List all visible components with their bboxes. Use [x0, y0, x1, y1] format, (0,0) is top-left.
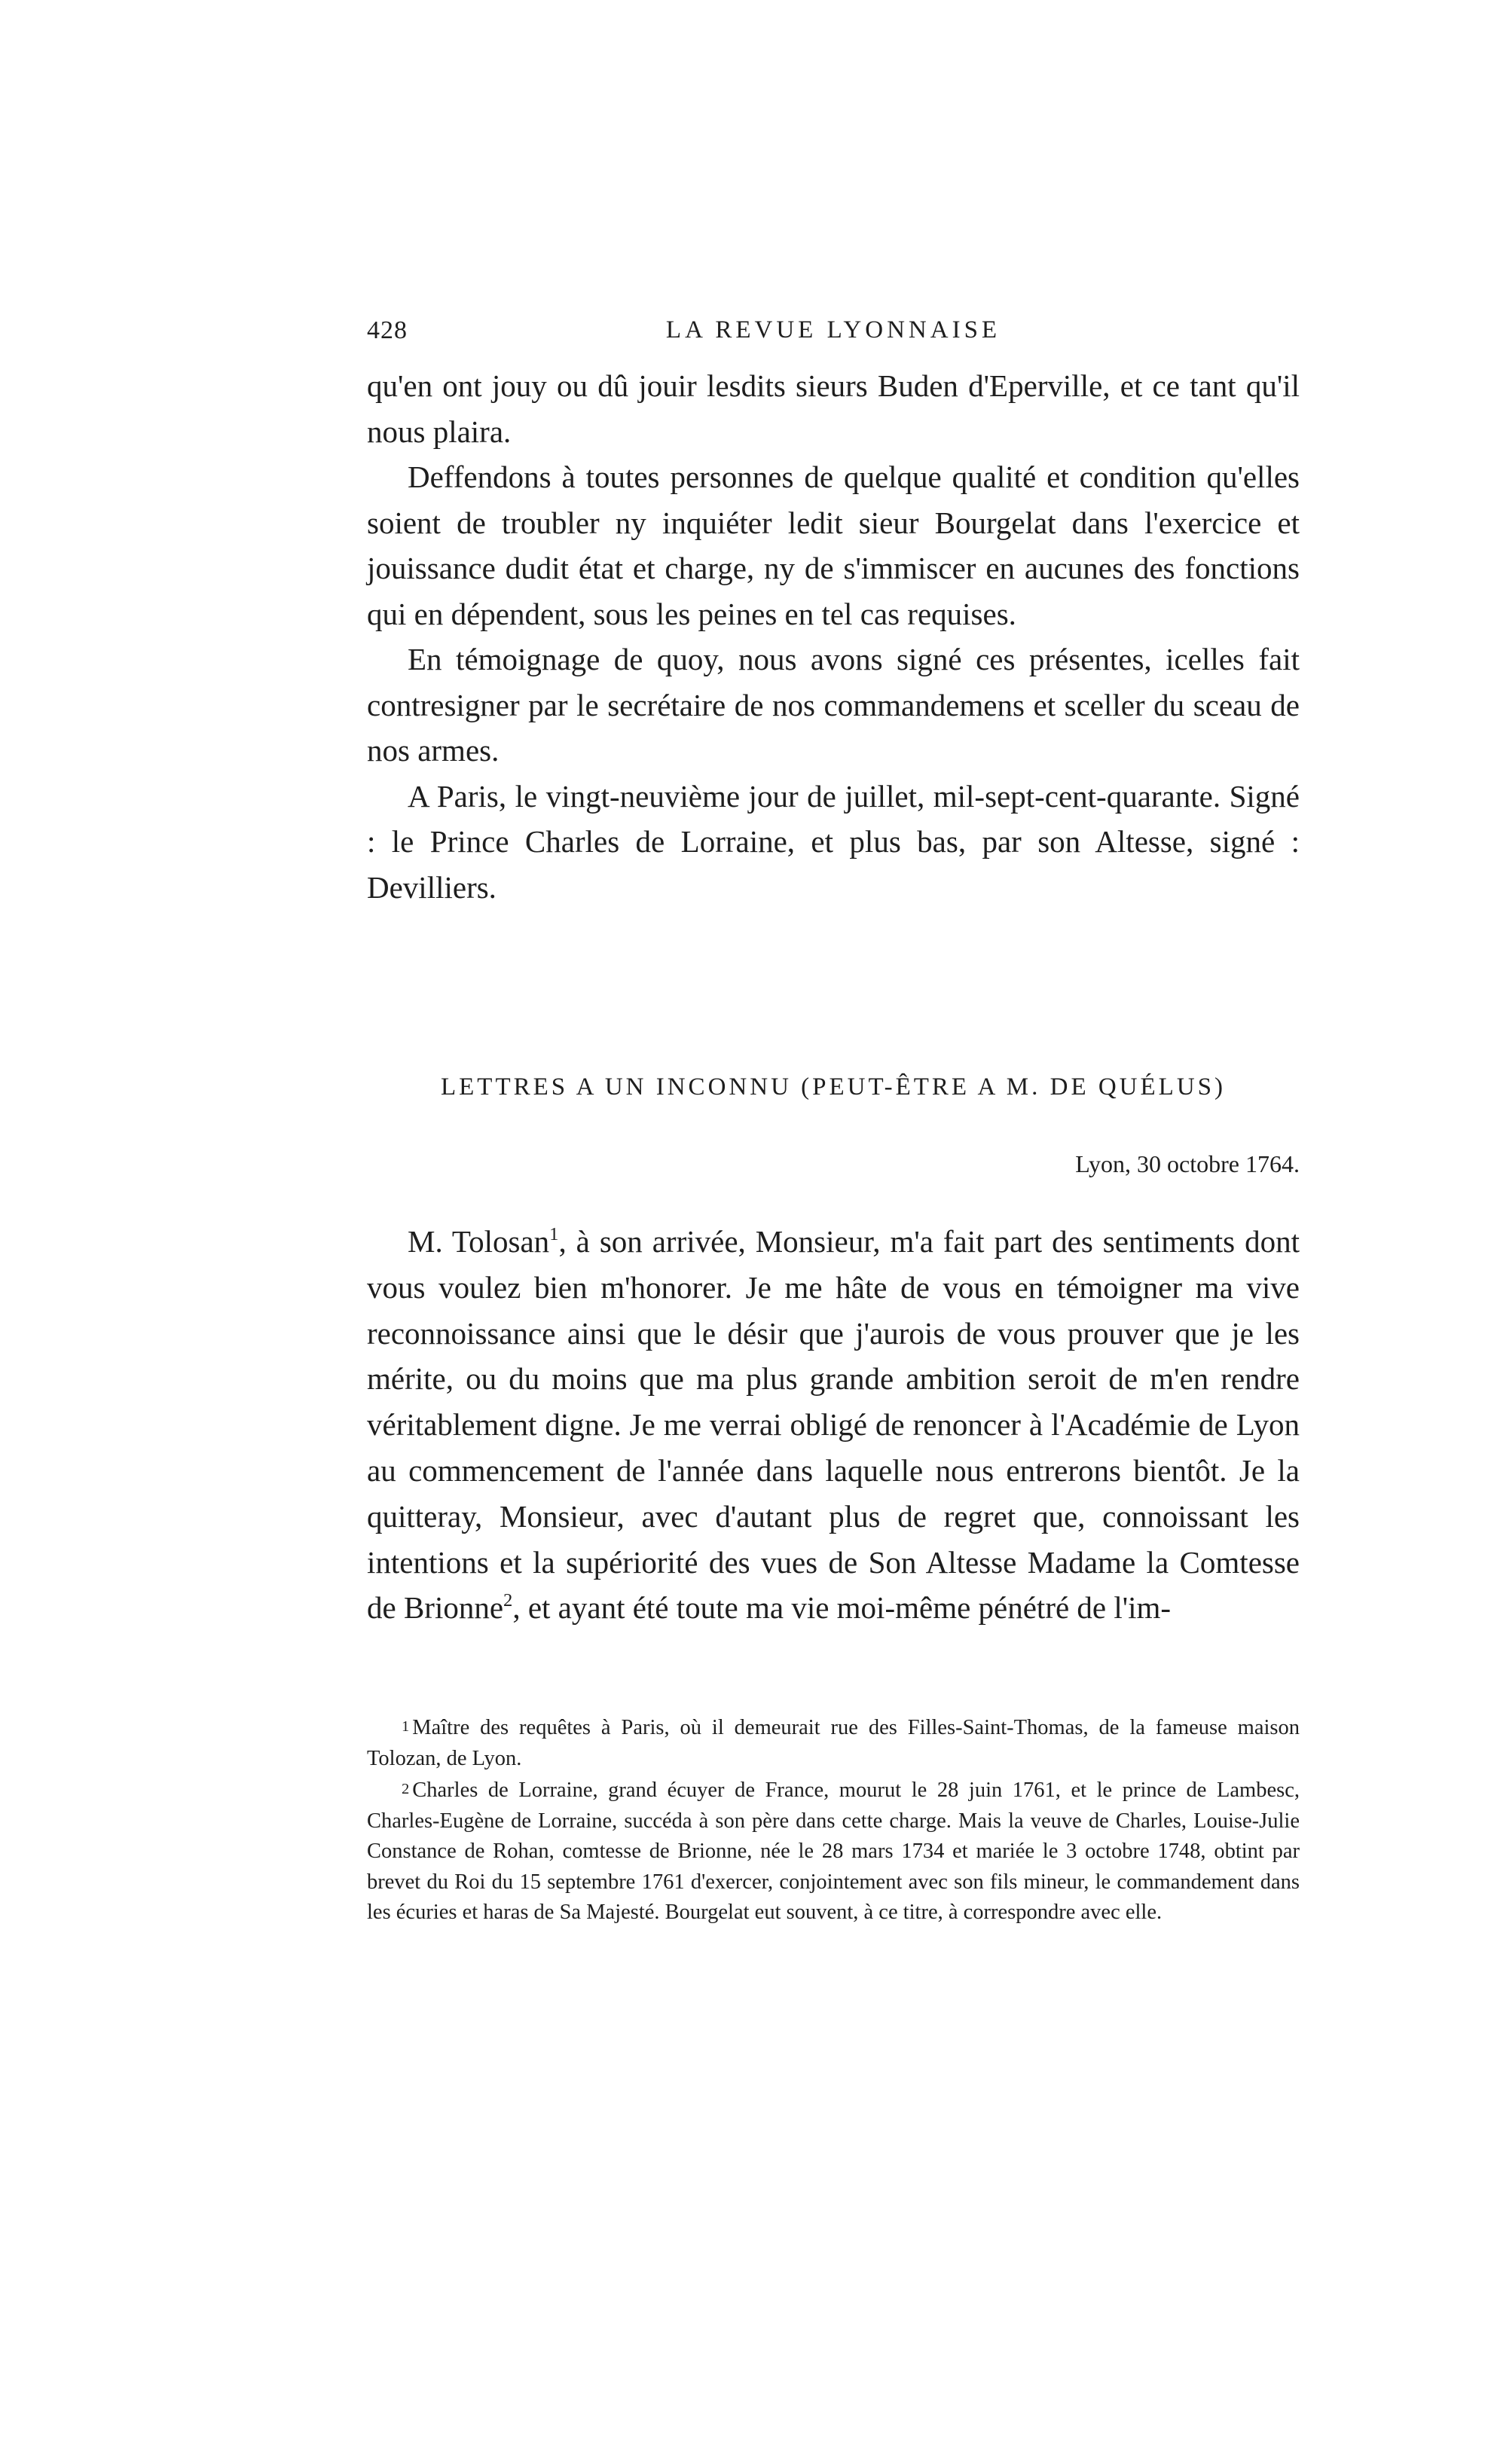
section-title: LETTRES A UN INCONNU (PEUT-ÊTRE A M. DE QUÉLUS)	[440, 1073, 1227, 1101]
footnote-text: Maître des requêtes à Paris, où il demeurait rue des Filles-Saint-Thomas, de la fameuse maison Tolozan, de Lyon.	[367, 1716, 1300, 1770]
footnote-reference: 2	[503, 1590, 513, 1611]
letter-text-part: M. Tolosan	[408, 1224, 550, 1259]
paragraph: En témoignage de quoy, nous avons signé ces présentes, icelles fait contresigner par le secrétaire de nos commandemens et sceller du sceau de nos armes.	[367, 642, 1300, 768]
body-text	[367, 363, 1300, 910]
footnote-text: Charles de Lorraine, grand écuyer de France, mourut le 28 juin 1761, et le prince de Lambesc, Charles-Eugène de Lorraine, succéda à son père dans cette charge. Mais la veuve de Charles, Louise-Julie Constance de Rohan, comtesse de Brionne, née le 28 mars 1734 et mariée le 3 octobre 1748, obtint par brevet du Roi du 15 septembre 1761 d'exercer, conjointement avec son fils mineur, le commandement dans les écuries et haras de Sa Majesté. Bourgelat eut souvent, à ce titre, à correspondre avec elle.	[367, 1779, 1300, 1925]
footnote	[367, 1711, 1300, 1774]
paragraph: qu'en ont jouy ou dû jouir lesdits sieurs Buden d'Eperville, et ce tant qu'il nous plaira.	[367, 368, 1300, 449]
letter-text-part: , à son arrivée, Monsieur, m'a fait part des sentiments dont vous voulez bien m'honorer. Je me hâte de vous en témoigner ma vive reconnoissance ainsi que le désir que j'aurois de vous prouver que je les mérite, ou du moins que ma plus grande ambition seroit de m'en rendre véritablement digne. Je me verrai obligé de renoncer à l'Académie de Lyon au commencement de l'année dans laquelle nous entrerons bientôt. Je la quitteray, Monsieur, avec d'autant plus de regret que, connoissant les intentions et la supériorité des vues de Son Altesse Madame la Comtesse de Brionne	[367, 1224, 1300, 1626]
page-header	[367, 316, 1300, 357]
footnote-mark: 2	[402, 1781, 410, 1798]
letter-text	[367, 1219, 1300, 1631]
paragraph: A Paris, le vingt-neuvième jour de juillet, mil-sept-cent-quarante. Signé : le Prince Charles de Lorraine, et plus bas, par son Altesse, signé : Devilliers.	[367, 778, 1300, 905]
footnote-reference: 1	[549, 1224, 559, 1245]
footnotes	[367, 1711, 1300, 1928]
letter-dateline: Lyon, 30 octobre 1764.	[1075, 1150, 1300, 1177]
running-title: LA REVUE LYONNAISE	[665, 316, 1001, 343]
footnote	[367, 1774, 1300, 1928]
letter-paragraph	[367, 1219, 1300, 1631]
letter-text-part: , et ayant été toute ma vie moi-même pénétré de l'im-	[512, 1590, 1172, 1626]
page-number: 428	[367, 316, 408, 344]
paragraph: Deffendons à toutes personnes de quelque qualité et condition qu'elles soient de troubler ny inquiéter ledit sieur Bourgelat dans l'exercice et jouissance dudit état et charge, ny de s'immiscer en aucunes des fonctions qui en dépendent, sous les peines en tel cas requises.	[367, 460, 1300, 631]
footnote-mark: 1	[402, 1718, 410, 1735]
